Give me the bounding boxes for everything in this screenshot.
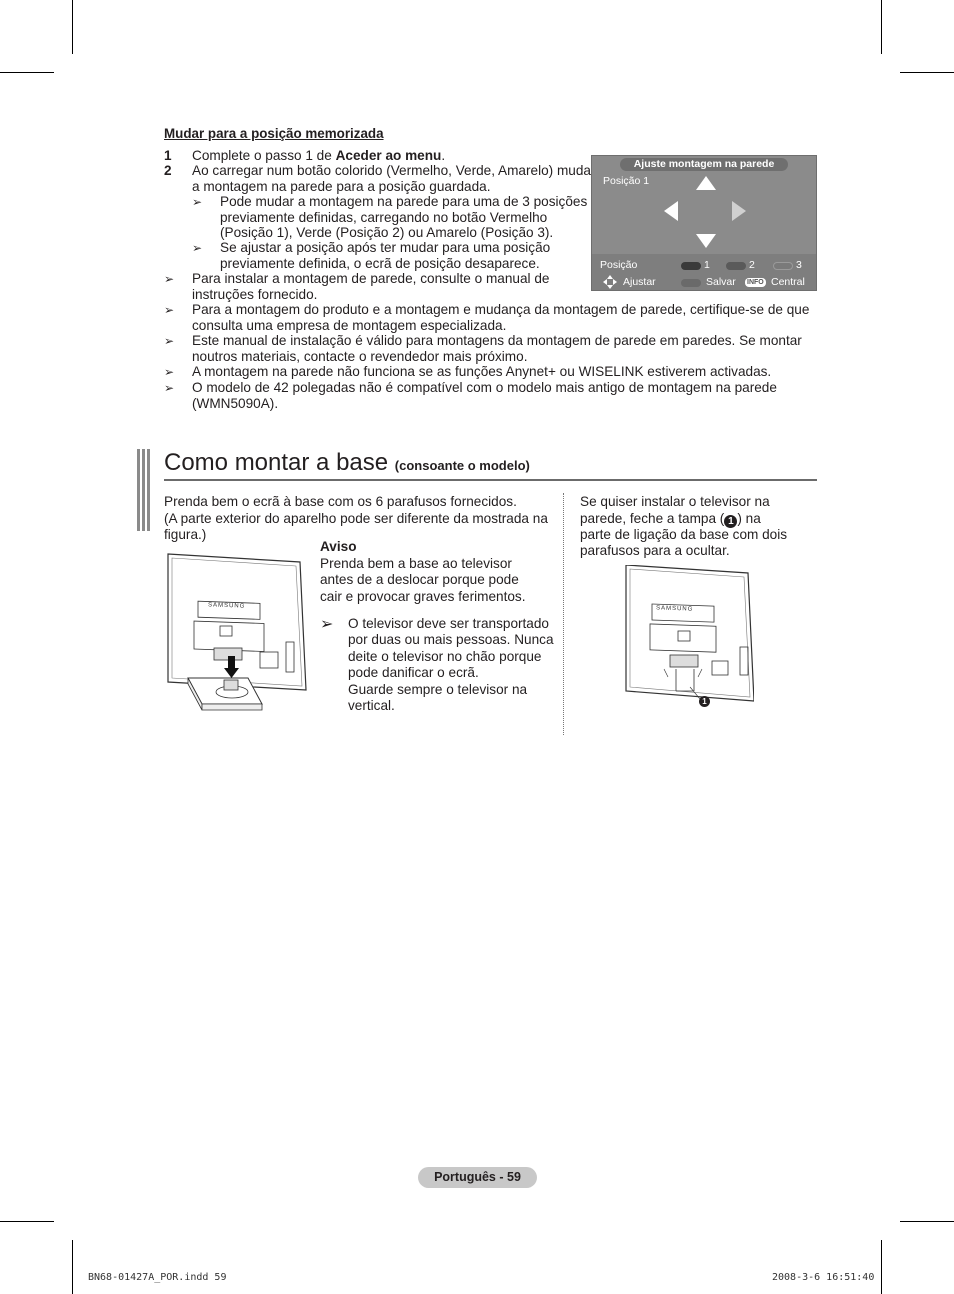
osd-save-label: Salvar — [706, 276, 736, 288]
note-text: (WMN5090A). — [192, 396, 279, 411]
note-text: previamente definidas, carregando no botão Vermelho — [220, 210, 548, 225]
step-number: 1 — [164, 148, 172, 163]
green-key-icon — [726, 262, 746, 270]
step-text: Ao carregar num botão colorido (Vermelho, Verde, Amarelo) muda — [192, 163, 591, 178]
crop-mark — [0, 1221, 54, 1222]
note-text: consulta uma empresa de montagem especializada. — [192, 318, 507, 333]
arrow-icon: ➢ — [164, 303, 175, 317]
arrow-icon: ➢ — [192, 241, 203, 255]
tip-text: pode danificar o ecrã. — [348, 665, 479, 680]
arrow-icon: ➢ — [164, 334, 175, 348]
direction-arrows-icon — [592, 156, 818, 256]
tip-text: vertical. — [348, 698, 395, 713]
intro-text: figura.) — [164, 527, 207, 542]
callout-number-icon: 1 — [724, 515, 737, 528]
osd-footer-label: Posição — [600, 259, 638, 271]
arrow-icon: ➢ — [320, 616, 334, 633]
arrow-down-icon — [696, 234, 716, 248]
heading-bar-icon — [137, 449, 151, 531]
step-text: a montagem na parede para a posição guardada. — [192, 179, 491, 194]
red-key-icon — [681, 262, 701, 270]
arrow-icon: ➢ — [164, 381, 175, 395]
crop-mark — [900, 1221, 954, 1222]
right-text: parede, feche a tampa ( 1 ) na — [580, 511, 761, 527]
arrow-icon: ➢ — [164, 365, 175, 379]
osd-position-label: Posição 1 — [603, 175, 650, 187]
note-text: Este manual de instalação é válido para montagens da montagem de parede em paredes. Se montar — [192, 333, 802, 348]
page-title: Como montar a base (consoante o modelo) — [164, 449, 530, 476]
crop-mark — [72, 1240, 73, 1294]
tv-stand-illustration — [164, 552, 310, 722]
heading-rule — [164, 479, 817, 481]
right-text: Se quiser instalar o televisor na — [580, 494, 770, 509]
right-text: parafusos para a ocultar. — [580, 543, 730, 558]
osd-center-label: Central — [771, 276, 805, 288]
tip-text: por duas ou mais pessoas. Nunca — [348, 632, 554, 647]
crop-mark — [881, 0, 882, 54]
arrow-left-icon — [664, 201, 678, 221]
note-text: instruções fornecido. — [192, 287, 318, 302]
osd-key-label: 3 — [796, 259, 802, 271]
crop-mark — [0, 72, 54, 73]
warning-title: Aviso — [320, 539, 357, 554]
tv-cover-illustration — [624, 565, 754, 715]
callout-number-icon: 1 — [699, 696, 710, 707]
crop-mark — [881, 1240, 882, 1294]
osd-title: Ajuste montagem na parede — [620, 158, 788, 171]
arrow-icon: ➢ — [164, 272, 175, 286]
right-text: parte de ligação da base com dois — [580, 527, 788, 542]
arrow-icon: ➢ — [192, 195, 203, 209]
tip-text: Guarde sempre o televisor na — [348, 682, 528, 697]
note-text: Para a montagem do produto e a montagem e mudança da montagem de parede, certifique-se de que — [192, 302, 810, 317]
tip-text: deite o televisor no chão porque — [348, 649, 542, 664]
slug-file: BN68-01427A_POR.indd 59 — [88, 1272, 227, 1283]
brand-logo: SAMSUNG — [655, 605, 694, 613]
move-icon — [602, 274, 618, 290]
note-text: Se ajustar a posição após ter mudar para uma posição — [220, 240, 551, 255]
note-text: (Posição 1), Verde (Posição 2) ou Amarelo (Posição 3). — [220, 225, 554, 240]
warning-text: cair e provocar graves ferimentos. — [320, 589, 526, 604]
arrow-up-icon — [696, 176, 716, 190]
enter-key-icon — [681, 279, 701, 287]
osd-key-label: 2 — [749, 259, 755, 271]
crop-mark — [900, 72, 954, 73]
yellow-key-icon — [773, 262, 793, 270]
note-text: noutros materiais, contacte o revendedor mais próximo. — [192, 349, 528, 364]
note-text: A montagem na parede não funciona se as funções Anynet+ ou WISELINK estiverem activadas. — [192, 364, 772, 379]
column-divider — [563, 493, 564, 735]
osd-adjust-label: Ajustar — [623, 276, 656, 288]
slug-date: 2008-3-6 16:51:40 — [772, 1272, 875, 1283]
note-text: previamente definida, o ecrã de posição desaparece. — [220, 256, 540, 271]
wall-mount-osd — [591, 155, 817, 291]
step-text: Complete o passo 1 de Aceder ao menu. — [192, 148, 446, 163]
tip-text: O televisor deve ser transportado — [348, 616, 549, 631]
note-text: Para instalar a montagem de parede, consulte o manual de — [192, 271, 550, 286]
step-number: 2 — [164, 163, 172, 178]
info-key-icon: INFO — [747, 279, 764, 286]
brand-logo: SAMSUNG — [207, 602, 246, 610]
intro-text: (A parte exterior do aparelho pode ser diferente da mostrada na — [164, 511, 548, 526]
warning-text: Prenda bem a base ao televisor — [320, 556, 512, 571]
section-title: Mudar para a posição memorizada — [164, 126, 384, 141]
arrow-right-icon — [732, 201, 746, 221]
osd-key-label: 1 — [704, 259, 710, 271]
page-number: Português - 59 — [418, 1167, 537, 1188]
crop-mark — [72, 0, 73, 54]
note-text: Pode mudar a montagem na parede para uma de 3 posições — [220, 194, 588, 209]
intro-text: Prenda bem o ecrã à base com os 6 parafusos fornecidos. — [164, 494, 517, 509]
warning-text: antes de a deslocar porque pode — [320, 572, 519, 587]
note-text: O modelo de 42 polegadas não é compatível com o modelo mais antigo de montagem na parede — [192, 380, 777, 395]
